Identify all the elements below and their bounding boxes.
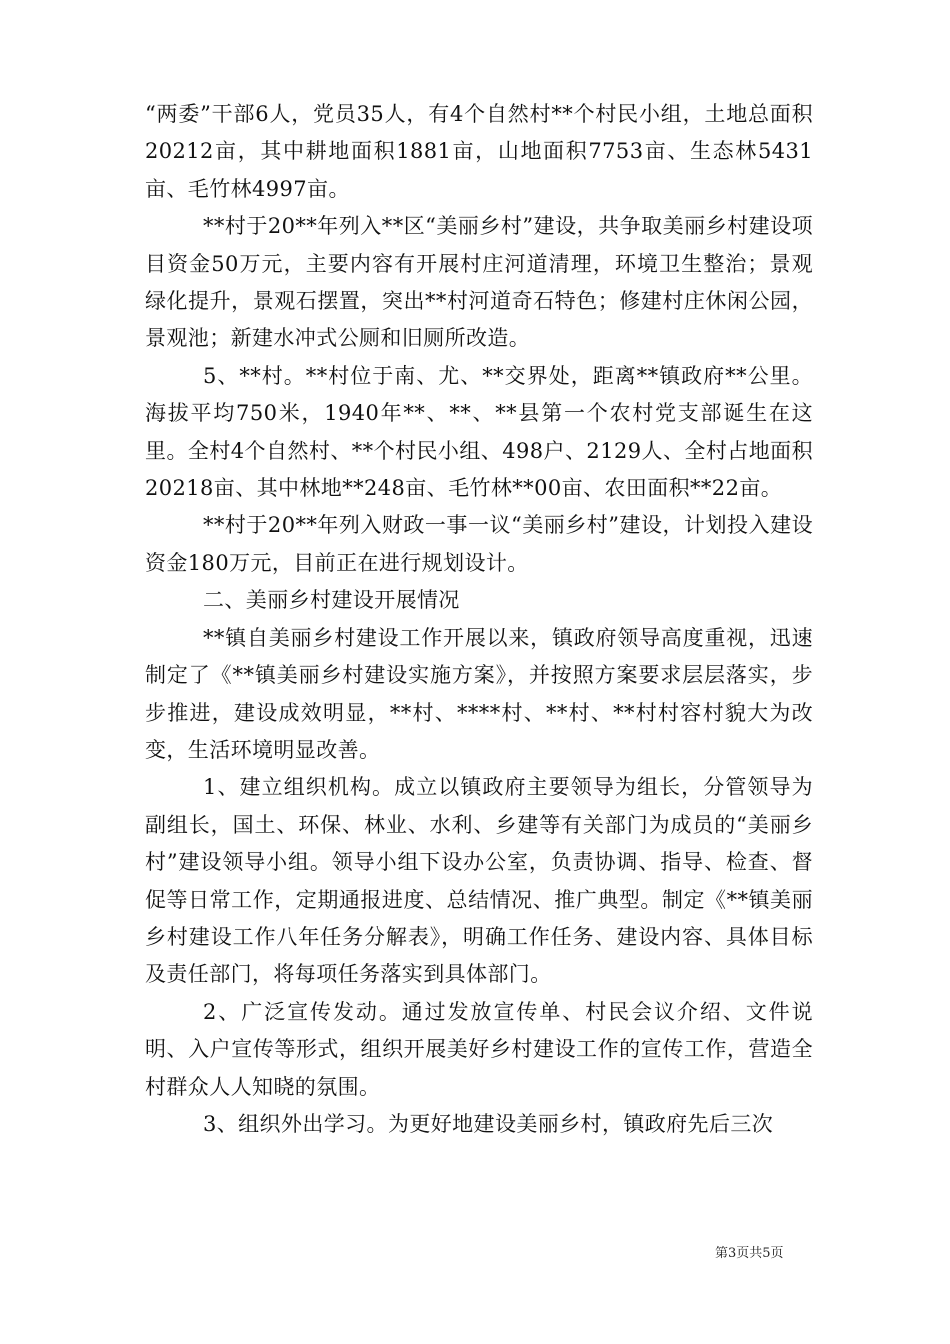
paragraph: 3、组织外出学习。为更好地建设美丽乡村，镇政府先后三次 (203, 1111, 774, 1136)
page-footer: 第3页共5页 (715, 1246, 784, 1261)
paragraph: 1、建立组织机构。成立以镇政府主要领导为组长，分管领导为副组长，国土、环保、林业、水利、乡建等有关部门为成员的“美丽乡村”建设领导小组。领导小组下设办公室，负责协调、指导、检查、督促等日常工作，定期通报进度、总结情况、推广典型。制定《**镇美丽乡村建设工作八年任务分解表》，明确工作任务、建设内容、具体目标及责任部门，将每项任务落实到具体部门。 (145, 775, 813, 987)
document-body (145, 96, 813, 1143)
paragraph: “两委”干部6人，党员35人，有4个自然村**个村民小组，土地总面积20212亩，其中耕地面积1881亩，山地面积7753亩、生态林5431亩、毛竹林4997亩。 (145, 102, 813, 201)
paragraph: 2、广泛宣传发动。通过发放宣传单、村民会议介绍、文件说明、入户宣传等形式，组织开展美好乡村建设工作的宣传工作，营造全村群众人人知晓的氛围。 (145, 999, 813, 1099)
paragraph: **村于20**年列入**区“美丽乡村”建设，共争取美丽乡村建设项目资金50万元，主要内容有开展村庄河道清理，环境卫生整治；景观绿化提升，景观石摆置，突出**村河道奇石特色；修建村庄休闲公园，景观池；新建水冲式公厕和旧厕所改造。 (145, 214, 813, 351)
paragraph: **镇自美丽乡村建设工作开展以来，镇政府领导高度重视，迅速制定了《**镇美丽乡村建设实施方案》，并按照方案要求层层落实，步步推进，建设成效明显，**村、****村、**村、**村村容村貌大为改变，生活环境明显改善。 (145, 625, 813, 762)
paragraph: 5、**村。**村位于南、尤、**交界处，距离**镇政府**公里。海拔平均750米，1940年**、**、**县第一个农村党支部诞生在这里。全村4个自然村、**个村民小组、498户、2129人、全村占地面积20218亩、其中林地**248亩、毛竹林**00亩、农田面积**22亩。 (145, 363, 813, 501)
paragraph: **村于20**年列入财政一事一议“美丽乡村”建设，计划投入建设资金180万元，目前正在进行规划设计。 (145, 513, 813, 575)
section-heading: 二、美丽乡村建设开展情况 (203, 588, 460, 613)
